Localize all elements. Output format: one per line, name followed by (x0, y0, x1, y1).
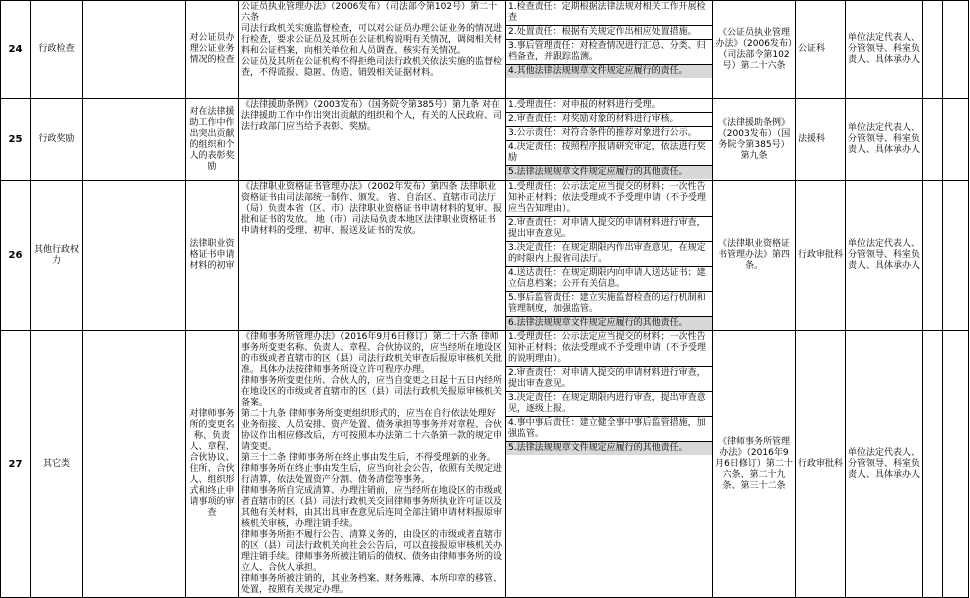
legal-basis-paragraph: 第三十二条 律师事务所在终止事由发生后，不得受理新的业务。 (241, 453, 496, 463)
legal-basis (239, 181, 506, 331)
legal-basis-paragraph: 《律师事务所管理办法》（2016年9月6日修订）第二十六条 律师事务所变更名称、负责人、章程、合伙协议的，应当经所在地设区的市级或者直辖市的区（县）司法行政机关审查后报原审核机关批准。具体办法按律师事务所设立许可程序办理。 (241, 332, 503, 375)
table-row (1, 99, 969, 181)
responsibility-item: 2.处置责任：根据有关规定作出相应处置措施。 (506, 26, 712, 40)
responsibility-item: 1.受理责任：对申报的材料进行受理。 (506, 99, 712, 113)
legal-basis (239, 1, 506, 99)
legal-basis-paragraph: 司法行政机关实施监督检查，可以对公证员办理公证业务的情况进行检查，要求公证员及其所在公证机构说明有关情况，调阅相关材料和公证档案，向相关单位和人员调查、核实有关情况。 (241, 24, 503, 56)
legal-basis (239, 331, 506, 598)
legal-basis-paragraph: 律师事务所被注销的，其业务档案、财务账簿、本所印章的移管、处置，按照有关规定办理。 (241, 574, 503, 595)
responsibility-item: 3.决定责任：在规定期限内进行审查，提出审查意见，逐级上报。 (506, 392, 712, 417)
law-reference: 《法律职业资格证书管理办法》第四条。 (713, 181, 796, 331)
department: 公证科 (796, 1, 846, 99)
legal-basis (239, 99, 506, 181)
department: 法援科 (796, 99, 846, 181)
legal-basis-paragraph: 律师事务所拒不履行公告、清算义务的，由设区的市级或者直辖市的区（县）司法行政机关向社会公告后，可以直接报原审核机关办理注销手续。律师事务所被注销后的债权、债务由律师事务所的设立人、合伙人承担。 (241, 530, 503, 573)
power-type: 其他行政权力 (31, 181, 83, 331)
empty-cell (923, 331, 943, 598)
empty-cell (923, 1, 943, 99)
legal-basis-paragraph: 律师事务所在终止事由发生后，应当向社会公告，依照有关规定进行清算，依法处置资产分割、债务清偿等事务。 (241, 464, 503, 485)
table-row (1, 331, 969, 598)
responsibility-item: 3.决定责任：在规定期限内作出审查意见，在规定的时限内上报省司法厅。 (506, 242, 712, 267)
responsibility-list (506, 99, 713, 181)
law-reference: 《公证员执业管理办法》（2006发布）（司法部令第102号）第二十六条 (713, 1, 796, 99)
empty-cell (83, 99, 186, 181)
responsibility-item: 4.事中事后责任：建立健全事中事后监管措施，加强监管。 (506, 417, 712, 442)
empty-cell (83, 1, 186, 99)
empty-cell (923, 181, 943, 331)
responsibility-item: 1.受理责任：公示法定应当提交的材料；一次性告知补正材料；依法受理或不予受理申请（不予受理应当告知理由）。 (506, 181, 712, 217)
empty-cell (943, 331, 969, 598)
power-type: 行政检查 (31, 1, 83, 99)
power-content: 对在法律援助工作中作出突出贡献的组织和个人的表彰奖励 (186, 99, 239, 181)
legal-basis-paragraph: 律师事务所自完成清算、办理注销前，应当经所在地设区的市级或者直辖市的区（县）司法行政机关交回律师事务所执业许可证以及其他有关材料，由其出具审查意见后连同全部注销申请材料报原审核机关审核，办理注销手续。 (241, 486, 503, 529)
responsibility-item: 2.审查责任：对申请人提交的申请材料进行审查，提出审查意见。 (506, 217, 712, 242)
responsibility-item: 1.受理责任：公示法定应当提交的材料；一次性告知补正材料；依法受理或不予受理申请（不予受理的说明理由）。 (506, 331, 712, 367)
row-number: 26 (1, 181, 31, 331)
legal-basis-paragraph: 律师事务所变更住所、合伙人的，应当自变更之日起十五日内经所在地设区的市级或者直辖市的区（县）司法行政机关报原审核机关备案。 (241, 376, 503, 408)
responsibility-item: 4.决定责任：按照程序报请研究审定，依法进行奖励 (506, 141, 712, 166)
responsible-subject: 单位法定代表人、分管领导、科室负责人、具体承办人 (846, 181, 923, 331)
empty-cell (83, 331, 186, 598)
row-number: 25 (1, 99, 31, 181)
row-number: 27 (1, 331, 31, 598)
table-row (1, 181, 969, 331)
responsibility-item: 5.事后监管责任：建立实施监督检查的运行机制和管理制度，加强监管。 (506, 292, 712, 317)
power-content: 法律职业资格证书申请材料的初审 (186, 181, 239, 331)
legal-basis-paragraph: 第二十九条 律师事务所变更组织形式的，应当在自行依法处理好业务衔接、人员安排、资产处置、债务承担等事务并对章程、合伙协议作出相应修改后，方可按照本办法第二十六条第一款的规定申请变更。 (241, 409, 503, 452)
responsible-subject: 单位法定代表人、分管领导、科室负责人、具体承办人 (846, 1, 923, 99)
row-number: 24 (1, 1, 31, 99)
responsibility-item: 5.法律法规规章文件规定应履行的其他责任。 (506, 442, 712, 455)
law-reference: 《法律援助条例》（2003发布）（国务院令第385号）第九条 (713, 99, 796, 181)
responsibility-item: 3.公示责任：对符合条件的推荐对象进行公示。 (506, 127, 712, 141)
responsible-subject: 单位法定代表人、分管领导、科室负责人、具体承办人 (846, 331, 923, 598)
empty-cell (83, 181, 186, 331)
responsibility-item: 1.检查责任：定期根据法律法规对相关工作开展检查 (506, 1, 712, 26)
responsibility-item: 5.法律法规规章文件规定应履行的其他责任。 (506, 166, 712, 179)
responsibility-item: 6.法律法规规章文件规定应履行的其他责任。 (506, 317, 712, 330)
empty-cell (943, 1, 969, 99)
department: 行政审批科 (796, 181, 846, 331)
law-reference: 《律师事务所管理办法》（2016年9月6日修订）第二十六条、第二十九条、第三十二条 (713, 331, 796, 598)
responsibility-item: 2.审查责任：对申请人提交的申请材料进行审查，提出审查意见。 (506, 367, 712, 392)
responsible-subject: 单位法定代表人、分管领导、科室负责人、具体承办人 (846, 99, 923, 181)
responsibility-item: 4.送达责任：在规定期限内向申请人送达证书；建立信息档案；公开有关信息。 (506, 267, 712, 292)
responsibility-list (506, 181, 713, 331)
legal-basis-paragraph: 《法律援助条例》（2003发布）（国务院令第385号）第九条 对在法律援助工作中作出突出贡献的组织和个人，有关的人民政府、司法行政部门应当给予表彰、奖励。 (241, 100, 503, 132)
responsibility-item: 2.审查责任：对奖励对象的材料进行审核。 (506, 113, 712, 127)
empty-cell (943, 181, 969, 331)
power-content: 对公证员办理公证业务情况的检查 (186, 1, 239, 99)
responsibility-list (506, 331, 713, 598)
legal-basis-paragraph: 公证员执业管理办法》（2006发布）（司法部令第102号）第二十六条 (241, 2, 498, 23)
responsibility-item: 4.其他法律法规规章文件规定应履行的责任。 (506, 65, 712, 78)
power-type: 其它类 (31, 331, 83, 598)
department: 行政审批科 (796, 331, 846, 598)
legal-basis-paragraph: 公证员及其所在公证机构不得拒绝司法行政机关依法实施的监督检查，不得谎报、隐匿、伪造、销毁相关证据材料。 (241, 57, 503, 78)
empty-cell (943, 99, 969, 181)
power-type: 行政奖励 (31, 99, 83, 181)
power-content: 对律师事务所的变更名称、负责人、章程、合伙协议、住所、合伙人、组织形式和终止申请事项的审查 (186, 331, 239, 598)
responsibility-list (506, 1, 713, 99)
table-row (1, 1, 969, 99)
responsibility-item: 3.事后管理责任：对检查情况进行汇总、分类、归档备查，并跟踪监测。 (506, 40, 712, 65)
empty-cell (923, 99, 943, 181)
legal-basis-paragraph: 《法律职业资格证书管理办法》（2002年发布）第四条 法律职业资格证书由司法部统一制作、颁发。 省、自治区、直辖市司法厅（局）负责本省（区、市）法律职业资格证书申请材料的复审、报批和证书的发放。 地（市）司法局负责本地区法律职业资格证书申请材料的受理、初审、报送及证书的发放。 (241, 182, 503, 236)
